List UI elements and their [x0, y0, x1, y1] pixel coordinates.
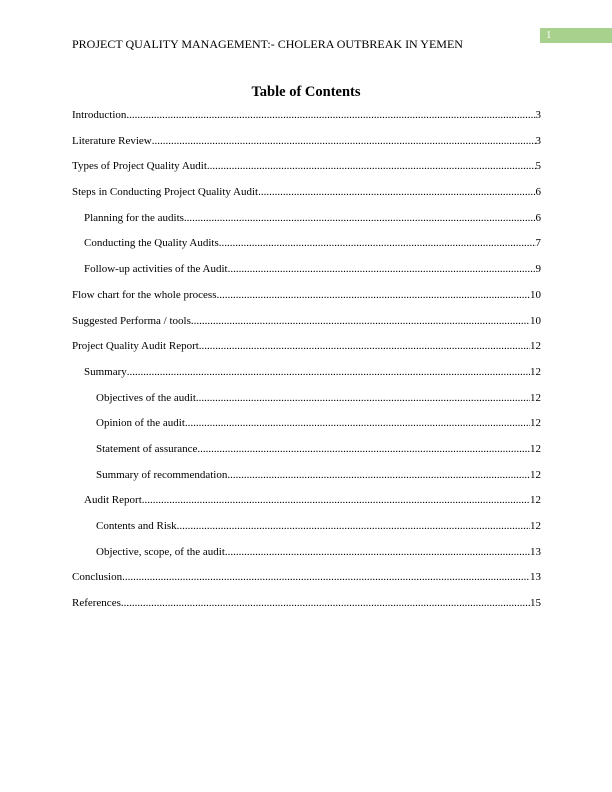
dot-leader	[191, 314, 530, 328]
toc-entry-text: References	[72, 597, 121, 610]
toc-page-number: 5	[535, 160, 541, 173]
toc-page-number: 3	[535, 109, 541, 121]
toc-entry-text: Opinion of the audit	[96, 417, 185, 430]
toc-page-number: 12	[530, 442, 541, 455]
dot-leader	[177, 519, 530, 533]
dot-leader	[142, 493, 530, 507]
toc-page-number: 12	[530, 520, 541, 532]
toc-entry-text: Introduction	[72, 109, 127, 121]
toc-entry-text: Planning for the audits	[84, 211, 184, 224]
toc-entry-objective-scope[interactable]	[72, 545, 541, 571]
dot-leader	[217, 288, 531, 302]
dot-leader	[199, 339, 530, 353]
dot-leader	[152, 134, 536, 148]
toc-entry-text: Summary	[84, 365, 127, 378]
toc-page-number: 12	[530, 391, 541, 404]
toc-entry-statement-of-assurance[interactable]	[72, 442, 541, 468]
toc-page-number: 6	[535, 186, 541, 199]
toc-entry-conducting-audits[interactable]	[72, 236, 541, 262]
dot-leader	[228, 262, 536, 276]
toc-entry-summary[interactable]	[72, 365, 541, 391]
toc-entry-objectives[interactable]	[72, 391, 541, 417]
dot-leader	[126, 108, 535, 122]
toc-entry-audit-report-section[interactable]	[72, 339, 541, 365]
toc-page-number: 7	[535, 237, 541, 250]
toc-page-number: 12	[530, 494, 541, 507]
toc-page-number: 12	[530, 468, 541, 481]
toc-entry-conclusion[interactable]	[72, 570, 541, 596]
toc-entry-audit-report[interactable]	[72, 493, 541, 519]
toc-entry-contents-and-risk[interactable]	[72, 519, 541, 545]
dot-leader	[197, 442, 530, 456]
toc-entry-text: Statement of assurance	[96, 442, 198, 455]
toc-page-number: 15	[530, 597, 541, 610]
toc-entry-literature-review[interactable]	[72, 134, 541, 160]
toc-entry-text: Suggested Performa / tools	[72, 314, 191, 327]
dot-leader	[225, 545, 530, 559]
toc-title: Table of Contents	[251, 84, 361, 100]
toc-entry-text: Steps in Conducting Project Quality Audit	[72, 186, 259, 199]
toc-entry-summary-of-recommendation[interactable]	[72, 468, 541, 494]
dot-leader	[219, 236, 536, 250]
toc-page-number: 12	[530, 365, 541, 378]
toc-entry-text: Literature Review	[72, 134, 152, 147]
dot-leader	[196, 391, 530, 405]
dot-leader	[207, 159, 536, 173]
dot-leader	[184, 211, 536, 225]
toc-entry-steps-in-audit[interactable]	[72, 185, 541, 211]
toc-entry-text: Types of Project Quality Audit	[72, 160, 207, 173]
toc-page-number: 6	[535, 211, 541, 224]
toc-entry-text: Conducting the Quality Audits	[84, 237, 219, 250]
toc-page-number: 3	[535, 134, 541, 147]
dot-leader	[227, 468, 530, 482]
toc-entry-introduction[interactable]	[72, 108, 541, 134]
toc-entry-planning-audits[interactable]	[72, 211, 541, 237]
dot-leader	[185, 416, 530, 430]
toc-entry-text: Contents and Risk	[96, 520, 177, 532]
dot-leader	[258, 185, 535, 199]
toc-page-number: 13	[530, 545, 541, 558]
dot-leader	[122, 570, 530, 584]
toc-page-number: 9	[535, 263, 541, 276]
toc-page-number: 12	[530, 340, 541, 353]
toc-page-number: 10	[530, 314, 541, 327]
toc-entry-text: Objectives of the audit	[96, 391, 196, 404]
table-of-contents	[72, 108, 541, 622]
toc-entry-suggested-performa[interactable]	[72, 314, 541, 340]
toc-entry-opinion[interactable]	[72, 416, 541, 442]
toc-entry-text: Summary of recommendation	[96, 468, 228, 481]
toc-page-number: 10	[530, 288, 541, 301]
toc-entry-types-of-audit[interactable]	[72, 159, 541, 185]
toc-page-number: 13	[530, 571, 541, 584]
toc-entry-text: Flow chart for the whole process	[72, 288, 217, 301]
toc-page-number: 12	[530, 417, 541, 430]
toc-entry-text: Audit Report	[84, 494, 142, 507]
dot-leader	[127, 365, 530, 379]
running-header: PROJECT QUALITY MANAGEMENT:- CHOLERA OUTBREAK IN YEMEN	[72, 37, 463, 51]
toc-entry-flow-chart[interactable]	[72, 288, 541, 314]
toc-entry-text: Project Quality Audit Report	[72, 340, 199, 353]
toc-entry-text: Follow-up activities of the Audit	[84, 263, 228, 276]
toc-entry-follow-up[interactable]	[72, 262, 541, 288]
dot-leader	[121, 596, 530, 610]
toc-entry-text: Objective, scope, of the audit	[96, 545, 225, 558]
toc-entry-references[interactable]	[72, 596, 541, 622]
toc-entry-text: Conclusion	[72, 571, 123, 584]
page-number: 1	[540, 28, 612, 43]
